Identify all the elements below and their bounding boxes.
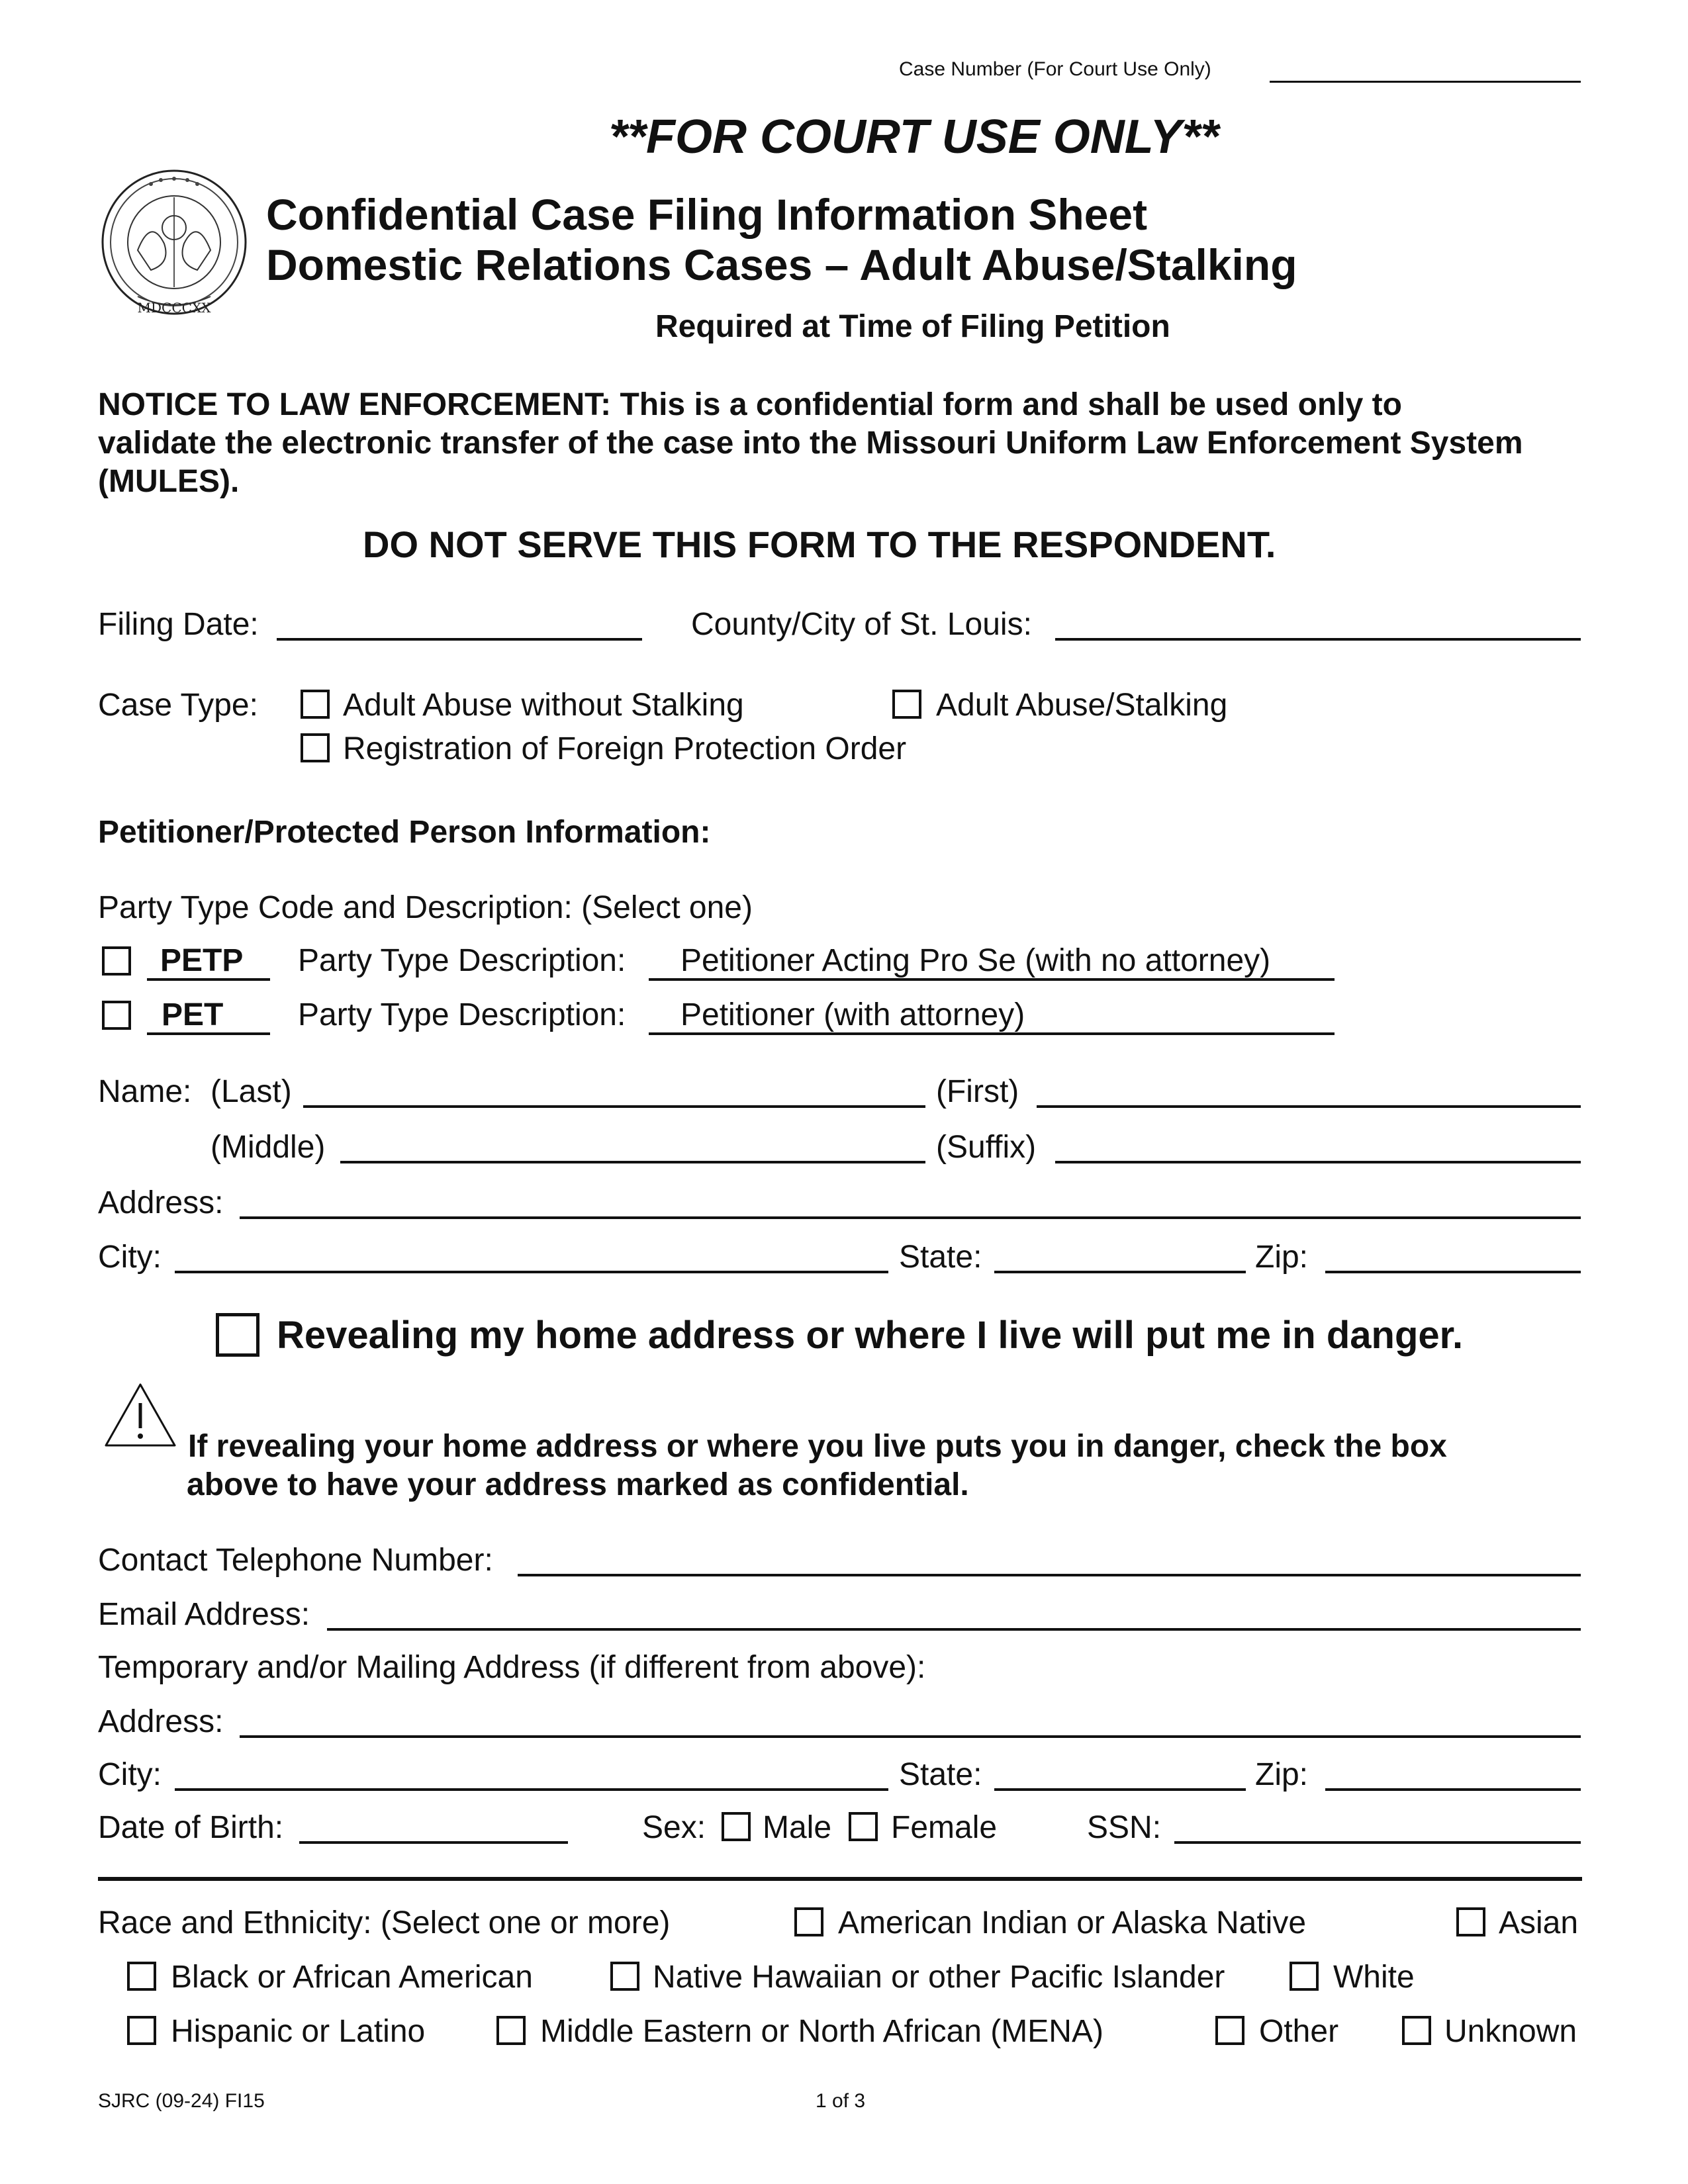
sex-male-checkbox[interactable]	[722, 1812, 751, 1841]
party-desc-underline	[649, 1032, 1335, 1035]
race-option: Asian	[1499, 1905, 1579, 1940]
address-danger-checkbox[interactable]	[216, 1313, 259, 1357]
case-type-abuse-no-stalking-checkbox[interactable]	[301, 690, 330, 719]
page-number: 1 of 3	[816, 2090, 866, 2112]
case-type-option: Adult Abuse without Stalking	[343, 688, 744, 723]
dob-field[interactable]	[299, 1841, 568, 1844]
notice-line-3: (MULES).	[98, 464, 240, 499]
party-code-underline	[147, 1032, 270, 1035]
last-name-label: (Last)	[211, 1074, 292, 1109]
filing-date-label: Filing Date:	[98, 607, 259, 642]
race-option: Black or African American	[171, 1960, 533, 1995]
party-code: PET	[162, 997, 224, 1032]
county-field[interactable]	[1055, 638, 1581, 641]
sex-female-checkbox[interactable]	[849, 1812, 878, 1841]
race-hispanic-checkbox[interactable]	[127, 2016, 156, 2045]
race-white-checkbox[interactable]	[1289, 1962, 1319, 1991]
last-name-field[interactable]	[303, 1105, 925, 1108]
race-option: Other	[1259, 2014, 1339, 2049]
ssn-label: SSN:	[1087, 1810, 1162, 1845]
case-number-label: Case Number (For Court Use Only)	[899, 58, 1211, 80]
temp-address-label: Temporary and/or Mailing Address (if different from above):	[98, 1650, 926, 1685]
first-name-label: (First)	[936, 1074, 1019, 1109]
race-mena-checkbox[interactable]	[496, 2016, 526, 2045]
petitioner-section-title: Petitioner/Protected Person Information:	[98, 815, 711, 850]
title-line-1: Confidential Case Filing Information Sheet	[266, 190, 1148, 239]
city-label: City:	[98, 1240, 162, 1275]
first-name-field[interactable]	[1037, 1105, 1581, 1108]
temp-city-label: City:	[98, 1757, 162, 1792]
section-divider	[98, 1877, 1582, 1881]
filing-date-field[interactable]	[277, 638, 642, 641]
party-description: Petitioner Acting Pro Se (with no attorney)	[680, 943, 1271, 978]
temp-state-label: State:	[899, 1757, 982, 1792]
zip-label: Zip:	[1255, 1240, 1309, 1275]
email-field[interactable]	[327, 1628, 1581, 1631]
warning-icon	[102, 1381, 179, 1449]
sex-label: Sex:	[642, 1810, 706, 1845]
race-hawaiian-checkbox[interactable]	[610, 1962, 639, 1991]
notice-line-2: validate the electronic transfer of the case into the Missouri Uniform Law Enforcement System	[98, 426, 1523, 461]
address-label: Address:	[98, 1185, 224, 1220]
zip-field[interactable]	[1325, 1271, 1581, 1273]
warning-line-1: If revealing your home address or where you live puts you in danger, check the box	[188, 1429, 1447, 1464]
party-desc-label: Party Type Description:	[298, 943, 626, 978]
race-unknown-checkbox[interactable]	[1402, 2016, 1431, 2045]
case-type-option: Registration of Foreign Protection Order	[343, 731, 907, 766]
name-label: Name:	[98, 1074, 192, 1109]
address-field[interactable]	[240, 1216, 1581, 1219]
middle-name-field[interactable]	[340, 1161, 925, 1163]
suffix-label: (Suffix)	[936, 1130, 1037, 1165]
race-option: Unknown	[1444, 2014, 1577, 2049]
case-type-abuse-stalking-checkbox[interactable]	[892, 690, 921, 719]
temp-zip-label: Zip:	[1255, 1757, 1309, 1792]
email-label: Email Address:	[98, 1597, 310, 1632]
race-label: Race and Ethnicity: (Select one or more)	[98, 1905, 671, 1940]
state-label: State:	[899, 1240, 982, 1275]
race-black-checkbox[interactable]	[127, 1962, 156, 1991]
dob-label: Date of Birth:	[98, 1810, 284, 1845]
seal-motto: MDCCCXX	[137, 300, 211, 316]
race-other-checkbox[interactable]	[1215, 2016, 1244, 2045]
phone-field[interactable]	[518, 1574, 1581, 1576]
party-pet-checkbox[interactable]	[102, 1001, 131, 1030]
ssn-field[interactable]	[1174, 1841, 1581, 1844]
party-code: PETP	[160, 943, 244, 978]
notice-line-1: NOTICE TO LAW ENFORCEMENT: This is a confidential form and shall be used only to	[98, 387, 1402, 422]
case-type-foreign-order-checkbox[interactable]	[301, 733, 330, 762]
court-use-heading: **FOR COURT USE ONLY**	[609, 111, 1219, 163]
race-option: Native Hawaiian or other Pacific Islander	[653, 1960, 1225, 1995]
subtitle: Required at Time of Filing Petition	[655, 309, 1170, 344]
race-asian-checkbox[interactable]	[1456, 1907, 1485, 1936]
race-american-indian-checkbox[interactable]	[794, 1907, 823, 1936]
city-field[interactable]	[175, 1271, 888, 1273]
case-type-label: Case Type:	[98, 688, 258, 723]
address-danger-label: Revealing my home address or where I live will put me in danger.	[277, 1314, 1464, 1357]
form-id: SJRC (09-24) FI15	[98, 2090, 265, 2112]
race-option: White	[1333, 1960, 1415, 1995]
party-desc-label: Party Type Description:	[298, 997, 626, 1032]
race-option: American Indian or Alaska Native	[838, 1905, 1307, 1940]
case-type-option: Adult Abuse/Stalking	[936, 688, 1228, 723]
sex-female-label: Female	[891, 1810, 998, 1845]
temp-address-field[interactable]	[240, 1735, 1581, 1738]
race-option: Hispanic or Latino	[171, 2014, 426, 2049]
warning-line-2: above to have your address marked as confidential.	[187, 1467, 969, 1502]
temp-address-line-label: Address:	[98, 1704, 224, 1739]
sex-male-label: Male	[763, 1810, 832, 1845]
temp-city-field[interactable]	[175, 1788, 888, 1791]
missouri-seal-icon	[98, 164, 250, 323]
title-line-2: Domestic Relations Cases – Adult Abuse/Stalking	[266, 240, 1297, 289]
party-description: Petitioner (with attorney)	[680, 997, 1025, 1032]
case-number-field[interactable]	[1270, 81, 1581, 83]
race-option: Middle Eastern or North African (MENA)	[540, 2014, 1103, 2049]
county-label: County/City of St. Louis:	[691, 607, 1032, 642]
temp-zip-field[interactable]	[1325, 1788, 1581, 1791]
state-field[interactable]	[994, 1271, 1246, 1273]
suffix-field[interactable]	[1055, 1161, 1581, 1163]
party-code-underline	[147, 978, 270, 981]
temp-state-field[interactable]	[994, 1788, 1246, 1791]
do-not-serve-heading: DO NOT SERVE THIS FORM TO THE RESPONDENT.	[363, 523, 1276, 565]
middle-name-label: (Middle)	[211, 1130, 326, 1165]
party-desc-underline	[649, 978, 1335, 981]
party-petp-checkbox[interactable]	[102, 946, 131, 976]
party-type-label: Party Type Code and Description: (Select one)	[98, 890, 753, 925]
phone-label: Contact Telephone Number:	[98, 1543, 493, 1578]
